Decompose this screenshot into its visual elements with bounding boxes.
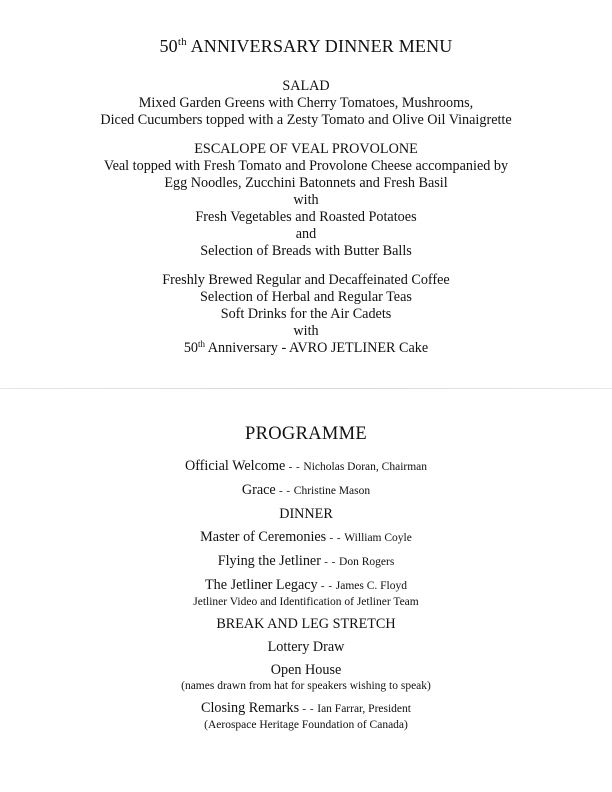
- course-line: Soft Drinks for the Air Cadets: [220, 306, 392, 322]
- course-heading: ESCALOPE OF VEAL PROVOLONE: [194, 141, 418, 157]
- programme-item: DINNER: [279, 506, 333, 522]
- course-line: Selection of Herbal and Regular Teas: [200, 289, 412, 305]
- programme-item-note: Jetliner Video and Identification of Jetliner Team: [193, 596, 419, 608]
- speaker-name: James C. Floyd: [335, 580, 407, 592]
- beverages-dessert: [0, 272, 612, 357]
- programme-list: [0, 458, 612, 733]
- programme-item: The Jetliner Legacy - - James C. Floyd: [205, 577, 407, 593]
- programme-item: Closing Remarks - - Ian Farrar, President: [201, 700, 411, 716]
- cake-line: 50th Anniversary - AVRO JETLINER Cake: [183, 339, 429, 356]
- speaker-name: Don Rogers: [339, 556, 395, 568]
- course-line: Mixed Garden Greens with Cherry Tomatoes, Mushrooms,: [138, 95, 474, 111]
- main-course: [0, 141, 612, 260]
- programme-item: Grace - - Christine Mason: [241, 482, 371, 498]
- programme-item: Open House: [270, 662, 342, 678]
- course-line: Diced Cucumbers topped with a Zesty Tomato and Olive Oil Vinaigrette: [100, 112, 512, 128]
- course-line: Freshly Brewed Regular and Decaffeinated Coffee: [162, 272, 450, 288]
- menu-title: [0, 36, 612, 57]
- programme-item-note: (Aerospace Heritage Foundation of Canada): [204, 719, 408, 731]
- menu-title-ordinal: th: [177, 36, 187, 48]
- programme-title: PROGRAMME: [245, 424, 367, 444]
- speaker-name: William Coyle: [344, 532, 412, 544]
- course-line: Fresh Vegetables and Roasted Potatoes: [195, 209, 417, 225]
- course-line: with: [293, 192, 319, 208]
- programme-item: Master of Ceremonies - - William Coyle: [200, 529, 412, 545]
- speaker-name: Ian Farrar, President: [317, 703, 411, 715]
- programme-item: BREAK AND LEG STRETCH: [216, 616, 396, 632]
- menu-title-number: 50: [159, 36, 178, 56]
- salad-course: [0, 78, 612, 129]
- menu-title-text: ANNIVERSARY DINNER MENU: [186, 36, 453, 56]
- course-line: with: [293, 323, 319, 339]
- speaker-name: Christine Mason: [293, 485, 371, 497]
- programme-item: Lottery Draw: [267, 639, 345, 655]
- course-line: Veal topped with Fresh Tomato and Provolone Cheese accompanied by: [103, 158, 509, 174]
- course-line: Egg Noodles, Zucchini Batonnets and Fresh Basil: [164, 175, 448, 191]
- fold-divider: [0, 388, 612, 389]
- course-line: and: [295, 226, 317, 242]
- programme-item: Flying the Jetliner - - Don Rogers: [217, 553, 395, 569]
- course-heading: SALAD: [282, 78, 330, 94]
- course-line: Selection of Breads with Butter Balls: [200, 243, 412, 259]
- programme-item: Official Welcome - - Nicholas Doran, Chairman: [184, 458, 428, 474]
- programme-item-note: (names drawn from hat for speakers wishing to speak): [181, 680, 431, 692]
- speaker-name: Nicholas Doran, Chairman: [303, 461, 428, 473]
